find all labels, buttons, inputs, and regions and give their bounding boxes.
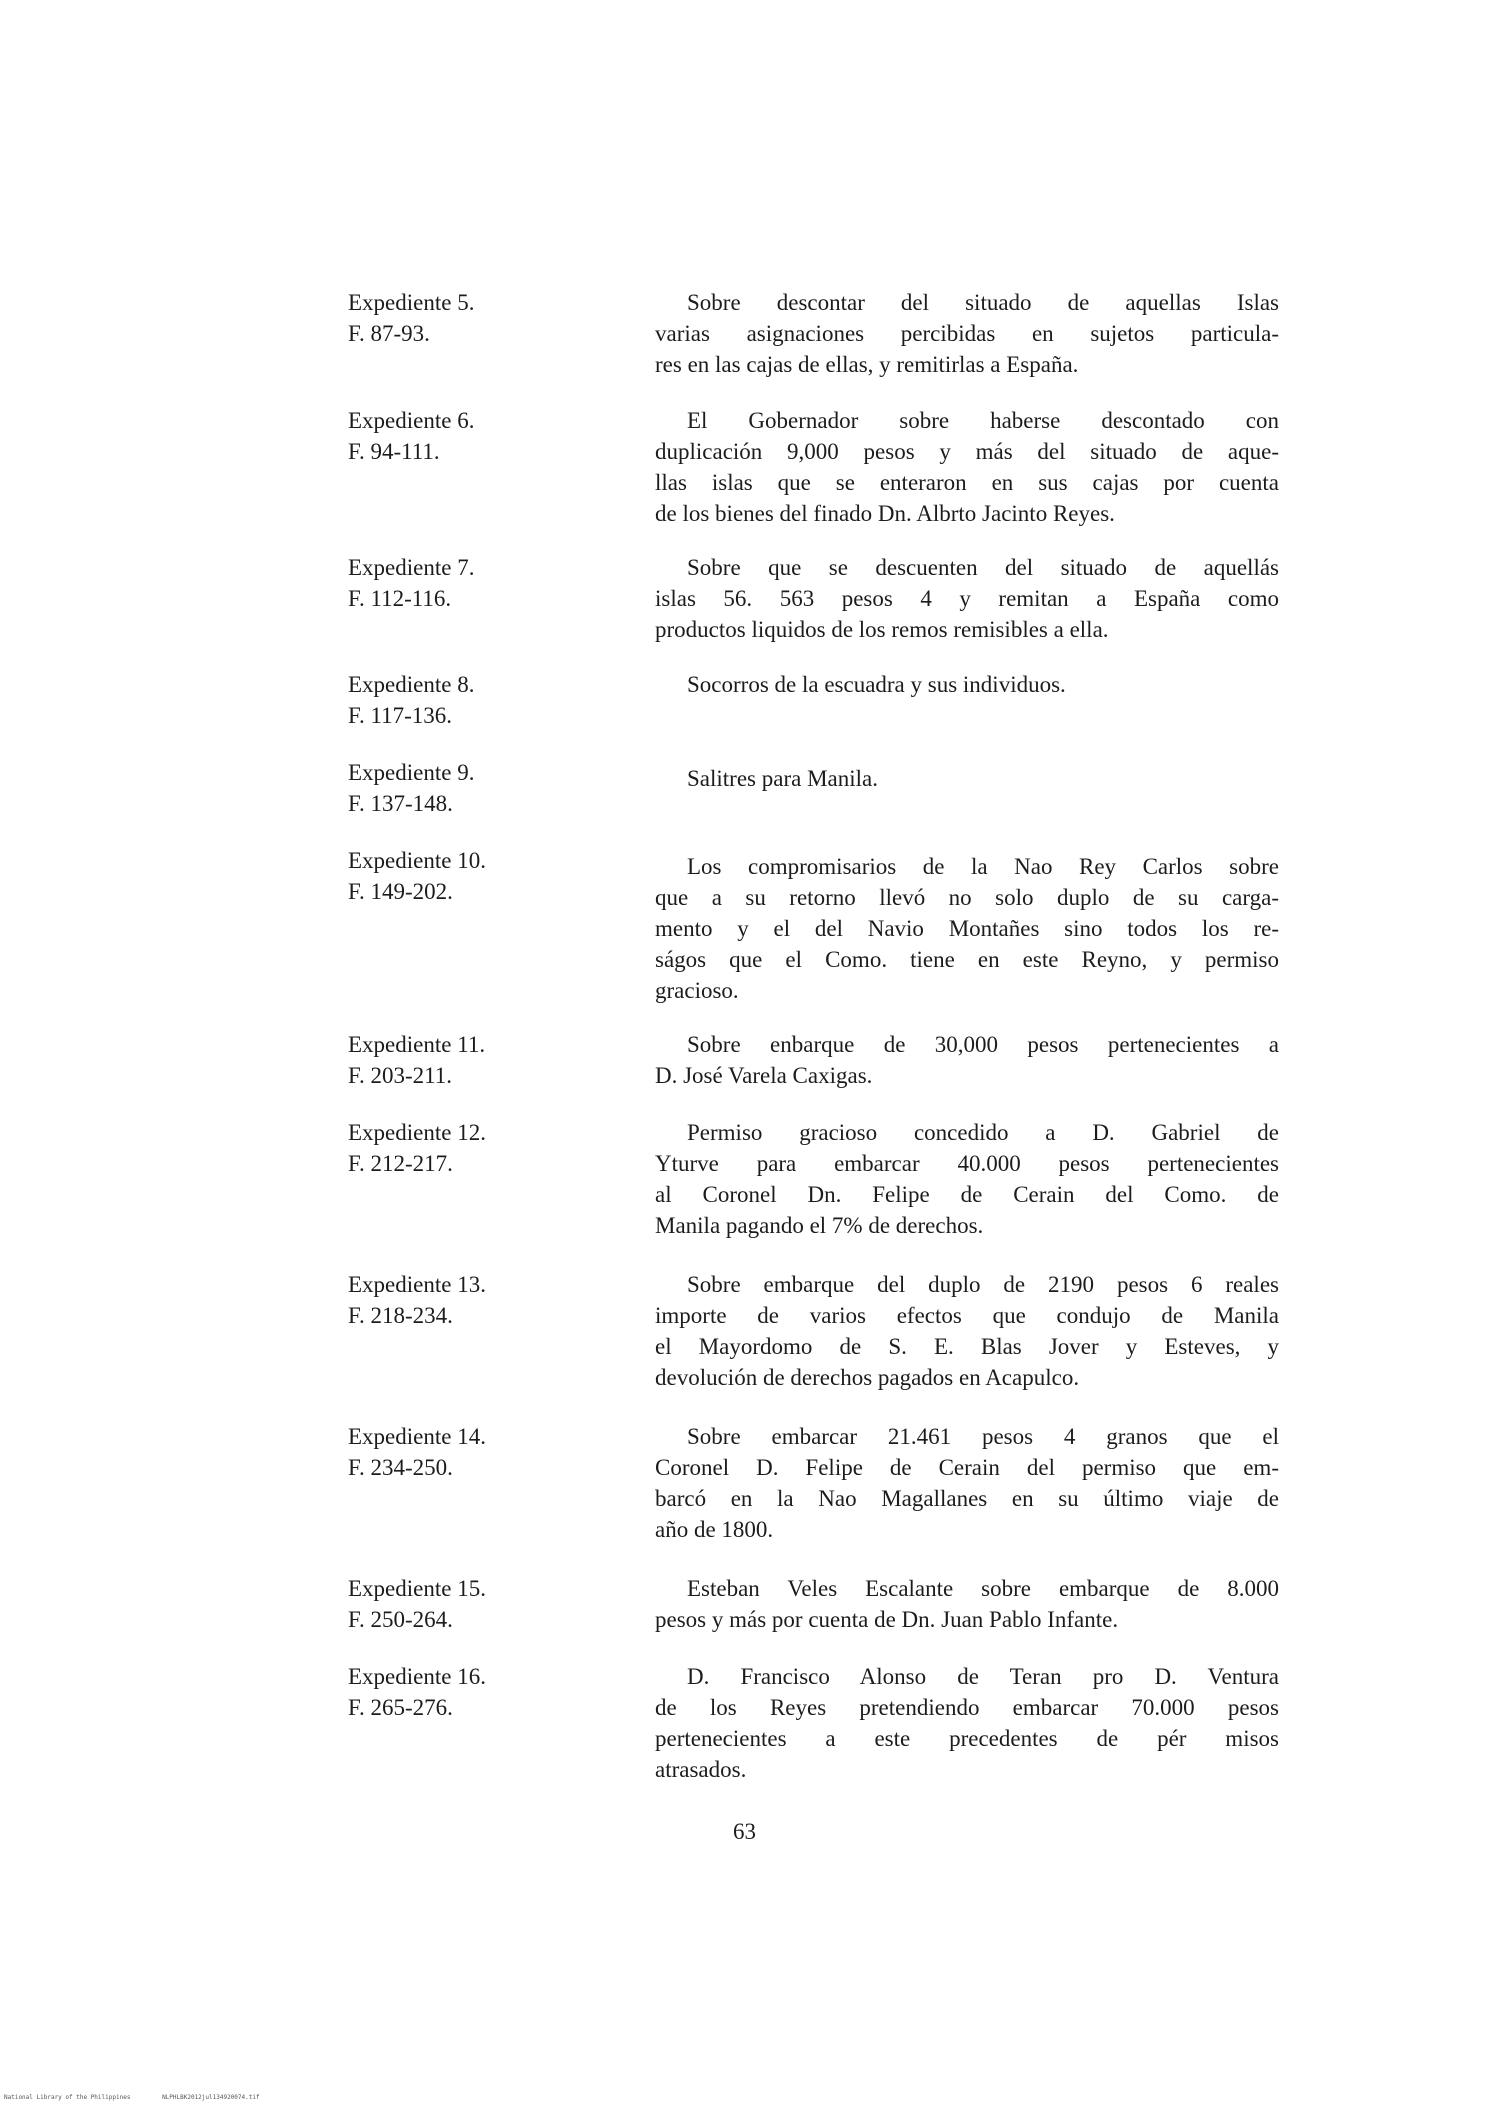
entry-description <box>655 763 1279 794</box>
entry-description <box>655 851 1279 1006</box>
entry-description <box>655 1573 1279 1635</box>
description-line: Sobre que se descuenten del situado de aquellás <box>687 555 1279 580</box>
description-line: año de 1800. <box>655 1517 774 1542</box>
description-line: barcó en la Nao Magallanes en su último viaje de <box>655 1486 1279 1511</box>
description-line: atrasados. <box>655 1757 747 1782</box>
entry-reference <box>348 287 548 349</box>
folio-range: F. 203-211. <box>348 1063 453 1088</box>
expediente-label: Expediente 10. <box>348 848 486 873</box>
expediente-label: Expediente 8. <box>348 672 475 697</box>
description-line: Sobre embarque del duplo de 2190 pesos 6 reales <box>687 1272 1279 1297</box>
expediente-label: Expediente 16. <box>348 1664 486 1689</box>
library-credit: National Library of the Philippines <box>4 2094 131 2101</box>
description-line: res en las cajas de ellas, y remitirlas a España. <box>655 352 1079 377</box>
page-number: 63 <box>733 1819 756 1844</box>
expediente-label: Expediente 14. <box>348 1424 486 1449</box>
description-line: Salitres para Manila. <box>687 766 878 791</box>
entry-reference <box>348 405 548 467</box>
description-line: de los Reyes pretendiendo embarcar 70.000 pesos <box>655 1695 1279 1720</box>
description-line: D. José Varela Caxigas. <box>655 1063 873 1088</box>
description-line: varias asignaciones percibidas en sujetos particula- <box>655 321 1279 346</box>
description-line: Yturve para embarcar 40.000 pesos pertenecientes <box>655 1151 1279 1176</box>
description-line: Permiso gracioso concedido a D. Gabriel de <box>687 1120 1279 1145</box>
description-line: Manila pagando el 7% de derechos. <box>655 1213 984 1238</box>
entry-reference <box>348 1117 548 1179</box>
description-line: pertenecientes a este precedentes de pér misos <box>655 1726 1279 1751</box>
entry-reference <box>348 669 548 731</box>
expediente-label: Expediente 15. <box>348 1576 486 1601</box>
description-line: Socorros de la escuadra y sus individuos. <box>687 672 1066 697</box>
entry-reference <box>348 1269 548 1331</box>
folio-range: F. 218-234. <box>348 1303 453 1328</box>
entry-description <box>655 1421 1279 1545</box>
entry-description <box>655 669 1279 700</box>
description-line: Sobre descontar del situado de aquellas Islas <box>687 290 1279 315</box>
description-line: devolución de derechos pagados en Acapulco. <box>655 1365 1080 1390</box>
entry-description <box>655 1117 1279 1241</box>
entry-reference <box>348 1573 548 1635</box>
scan-filename: NLPHLBK2012jul134920074.tif <box>162 2094 260 2101</box>
expediente-label: Expediente 12. <box>348 1120 486 1145</box>
folio-range: F. 265-276. <box>348 1695 453 1720</box>
scan-footer <box>4 2094 288 2101</box>
entry-reference <box>348 1029 548 1091</box>
entry-description <box>655 1269 1279 1393</box>
description-line: el Mayordomo de S. E. Blas Jover y Esteves, y <box>655 1334 1279 1359</box>
description-line: Sobre enbarque de 30,000 pesos pertenecientes a <box>687 1032 1279 1057</box>
description-line: El Gobernador sobre haberse descontado con <box>687 408 1279 433</box>
description-line: duplicación 9,000 pesos y más del situado de aque- <box>655 439 1279 464</box>
description-line: al Coronel Dn. Felipe de Cerain del Como. de <box>655 1182 1279 1207</box>
folio-range: F. 212-217. <box>348 1151 453 1176</box>
description-line: Sobre embarcar 21.461 pesos 4 granos que el <box>687 1424 1279 1449</box>
entry-description <box>655 1029 1279 1091</box>
description-line: ságos que el Como. tiene en este Reyno, y permiso <box>655 947 1279 972</box>
entry-reference <box>348 1421 548 1483</box>
entry-reference <box>348 552 548 614</box>
folio-range: F. 250-264. <box>348 1607 453 1632</box>
entry-reference <box>348 757 548 819</box>
description-line: llas islas que se enteraron en sus cajas por cuenta <box>655 470 1279 495</box>
expediente-label: Expediente 11. <box>348 1032 486 1057</box>
description-line: pesos y más por cuenta de Dn. Juan Pablo Infante. <box>655 1607 1119 1632</box>
description-line: islas 56. 563 pesos 4 y remitan a España como <box>655 586 1279 611</box>
folio-range: F. 87-93. <box>348 321 430 346</box>
description-line: productos liquidos de los remos remisibles a ella. <box>655 617 1109 642</box>
description-line: mento y el del Navio Montañes sino todos los re- <box>655 916 1279 941</box>
folio-range: F. 137-148. <box>348 791 453 816</box>
folio-range: F. 112-116. <box>348 586 452 611</box>
description-line: D. Francisco Alonso de Teran pro D. Ventura <box>687 1664 1279 1689</box>
description-line: Coronel D. Felipe de Cerain del permiso que em- <box>655 1455 1279 1480</box>
folio-range: F. 117-136. <box>348 703 453 728</box>
description-line: de los bienes del finado Dn. Albrto Jacinto Reyes. <box>655 501 1115 526</box>
entry-reference <box>348 1661 548 1723</box>
entry-description <box>655 1661 1279 1785</box>
expediente-label: Expediente 6. <box>348 408 475 433</box>
description-line: gracioso. <box>655 978 739 1003</box>
entry-description <box>655 405 1279 529</box>
entry-description <box>655 552 1279 645</box>
folio-range: F. 94-111. <box>348 439 440 464</box>
description-line: Esteban Veles Escalante sobre embarque de 8.000 <box>687 1576 1279 1601</box>
expediente-label: Expediente 9. <box>348 760 475 785</box>
expediente-label: Expediente 7. <box>348 555 475 580</box>
folio-range: F. 149-202. <box>348 879 453 904</box>
entry-reference <box>348 845 548 907</box>
folio-range: F. 234-250. <box>348 1455 453 1480</box>
description-line: Los compromisarios de la Nao Rey Carlos sobre <box>687 854 1279 879</box>
entry-description <box>655 287 1279 380</box>
description-line: que a su retorno llevó no solo duplo de su carga- <box>655 885 1279 910</box>
expediente-label: Expediente 13. <box>348 1272 486 1297</box>
expediente-label: Expediente 5. <box>348 290 475 315</box>
description-line: importe de varios efectos que condujo de Manila <box>655 1303 1279 1328</box>
